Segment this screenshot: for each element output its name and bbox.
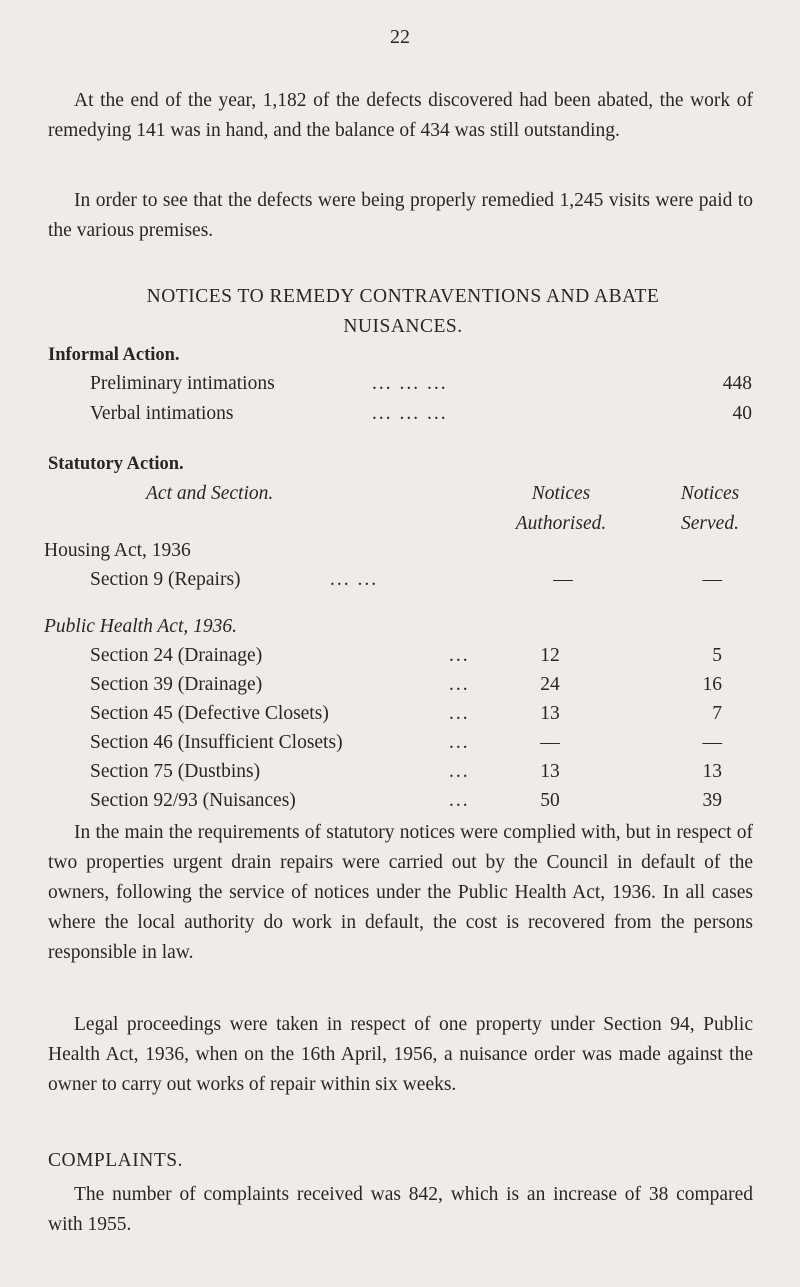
informal-row-value: 448	[722, 373, 752, 394]
table-row	[0, 641, 800, 671]
section-label: Section 9 (Repairs)	[90, 569, 241, 590]
leader-dots: ... ... ...	[372, 403, 448, 424]
served-value: 39	[702, 790, 722, 811]
leader-dots: ...	[449, 674, 470, 695]
section-label: Section 46 (Insufficient Closets)	[90, 732, 343, 753]
informal-row	[0, 399, 800, 429]
section-heading-notices	[48, 282, 758, 342]
section-heading-line-1: NOTICES TO REMEDY CONTRAVENTIONS AND ABATE	[146, 286, 660, 307]
table-row	[0, 670, 800, 700]
informal-row	[0, 369, 800, 399]
column-header-authorised-line-1: Notices	[531, 483, 591, 504]
column-header-authorised	[486, 479, 636, 539]
column-header-served-line-2: Served.	[681, 513, 739, 534]
leader-dots: ... ...	[330, 569, 379, 590]
act-title-row	[0, 612, 800, 642]
section-heading-line-2: NUISANCES.	[343, 316, 463, 337]
leader-dots: ...	[449, 732, 470, 753]
page-number: 22	[390, 26, 410, 48]
column-header-served	[650, 479, 770, 539]
authorised-value: —	[553, 569, 573, 590]
section-label: Section 39 (Drainage)	[90, 674, 263, 695]
paragraph-legal-proceedings: Legal proceedings were taken in respect of one property under Section 94, Public Health Act, 1936, when on the 16th April, 1956, a nuisance order was made against the owner to carry out works of repair within six weeks.	[48, 1014, 753, 1095]
served-value: 13	[702, 761, 722, 782]
paragraph-visits: In order to see that the defects were being properly remedied 1,245 visits were paid to the various premises.	[48, 190, 753, 241]
authorised-value: 50	[540, 790, 560, 811]
informal-row-value: 40	[732, 403, 752, 424]
paragraph-complaints: The number of complaints received was 842, which is an increase of 38 compared with 1955.	[48, 1184, 753, 1235]
column-header-act: Act and Section.	[146, 483, 274, 504]
table-row	[0, 786, 800, 816]
informal-action-title: Informal Action.	[48, 345, 180, 365]
authorised-value: 12	[540, 645, 560, 666]
served-value: —	[702, 569, 722, 590]
table-row	[0, 728, 800, 758]
leader-dots: ...	[449, 761, 470, 782]
informal-row-label: Verbal intimations	[90, 403, 234, 424]
table-row	[0, 757, 800, 787]
leader-dots: ... ... ...	[372, 373, 448, 394]
served-value: 16	[702, 674, 722, 695]
informal-row-label: Preliminary intimations	[90, 373, 275, 394]
housing-act-title: Housing Act, 1936	[44, 540, 191, 561]
paragraph-defects-abated: At the end of the year, 1,182 of the defects discovered had been abated, the work of remedying 141 was in hand, and the balance of 434 was still outstanding.	[48, 90, 753, 141]
column-header-served-line-1: Notices	[680, 483, 740, 504]
table-row	[0, 699, 800, 729]
authorised-value: 24	[540, 674, 560, 695]
served-value: —	[702, 732, 722, 753]
section-label: Section 75 (Dustbins)	[90, 761, 261, 782]
section-label: Section 92/93 (Nuisances)	[90, 790, 296, 811]
section-label: Section 45 (Defective Closets)	[90, 703, 329, 724]
authorised-value: 13	[540, 703, 560, 724]
table-row	[0, 565, 800, 595]
act-title-row	[0, 536, 800, 566]
complaints-heading: COMPLAINTS.	[48, 1150, 183, 1171]
leader-dots: ...	[449, 703, 470, 724]
paragraph-statutory-compliance: In the main the requirements of statutory notices were complied with, but in respect of two properties urgent drain repairs were carried out by the Council in default of the owners, following the service of notices under the Public Health Act, 1936. In all cases where the local authority do work in default, the cost is recovered from the persons responsible in law.	[48, 822, 753, 963]
leader-dots: ...	[449, 790, 470, 811]
section-label: Section 24 (Drainage)	[90, 645, 263, 666]
authorised-value: —	[540, 732, 560, 753]
authorised-value: 13	[540, 761, 560, 782]
public-health-act-title: Public Health Act, 1936.	[44, 616, 237, 637]
served-value: 7	[712, 703, 722, 724]
served-value: 5	[712, 645, 722, 666]
column-header-authorised-line-2: Authorised.	[515, 513, 607, 534]
statutory-action-title: Statutory Action.	[48, 454, 184, 474]
leader-dots: ...	[449, 645, 470, 666]
